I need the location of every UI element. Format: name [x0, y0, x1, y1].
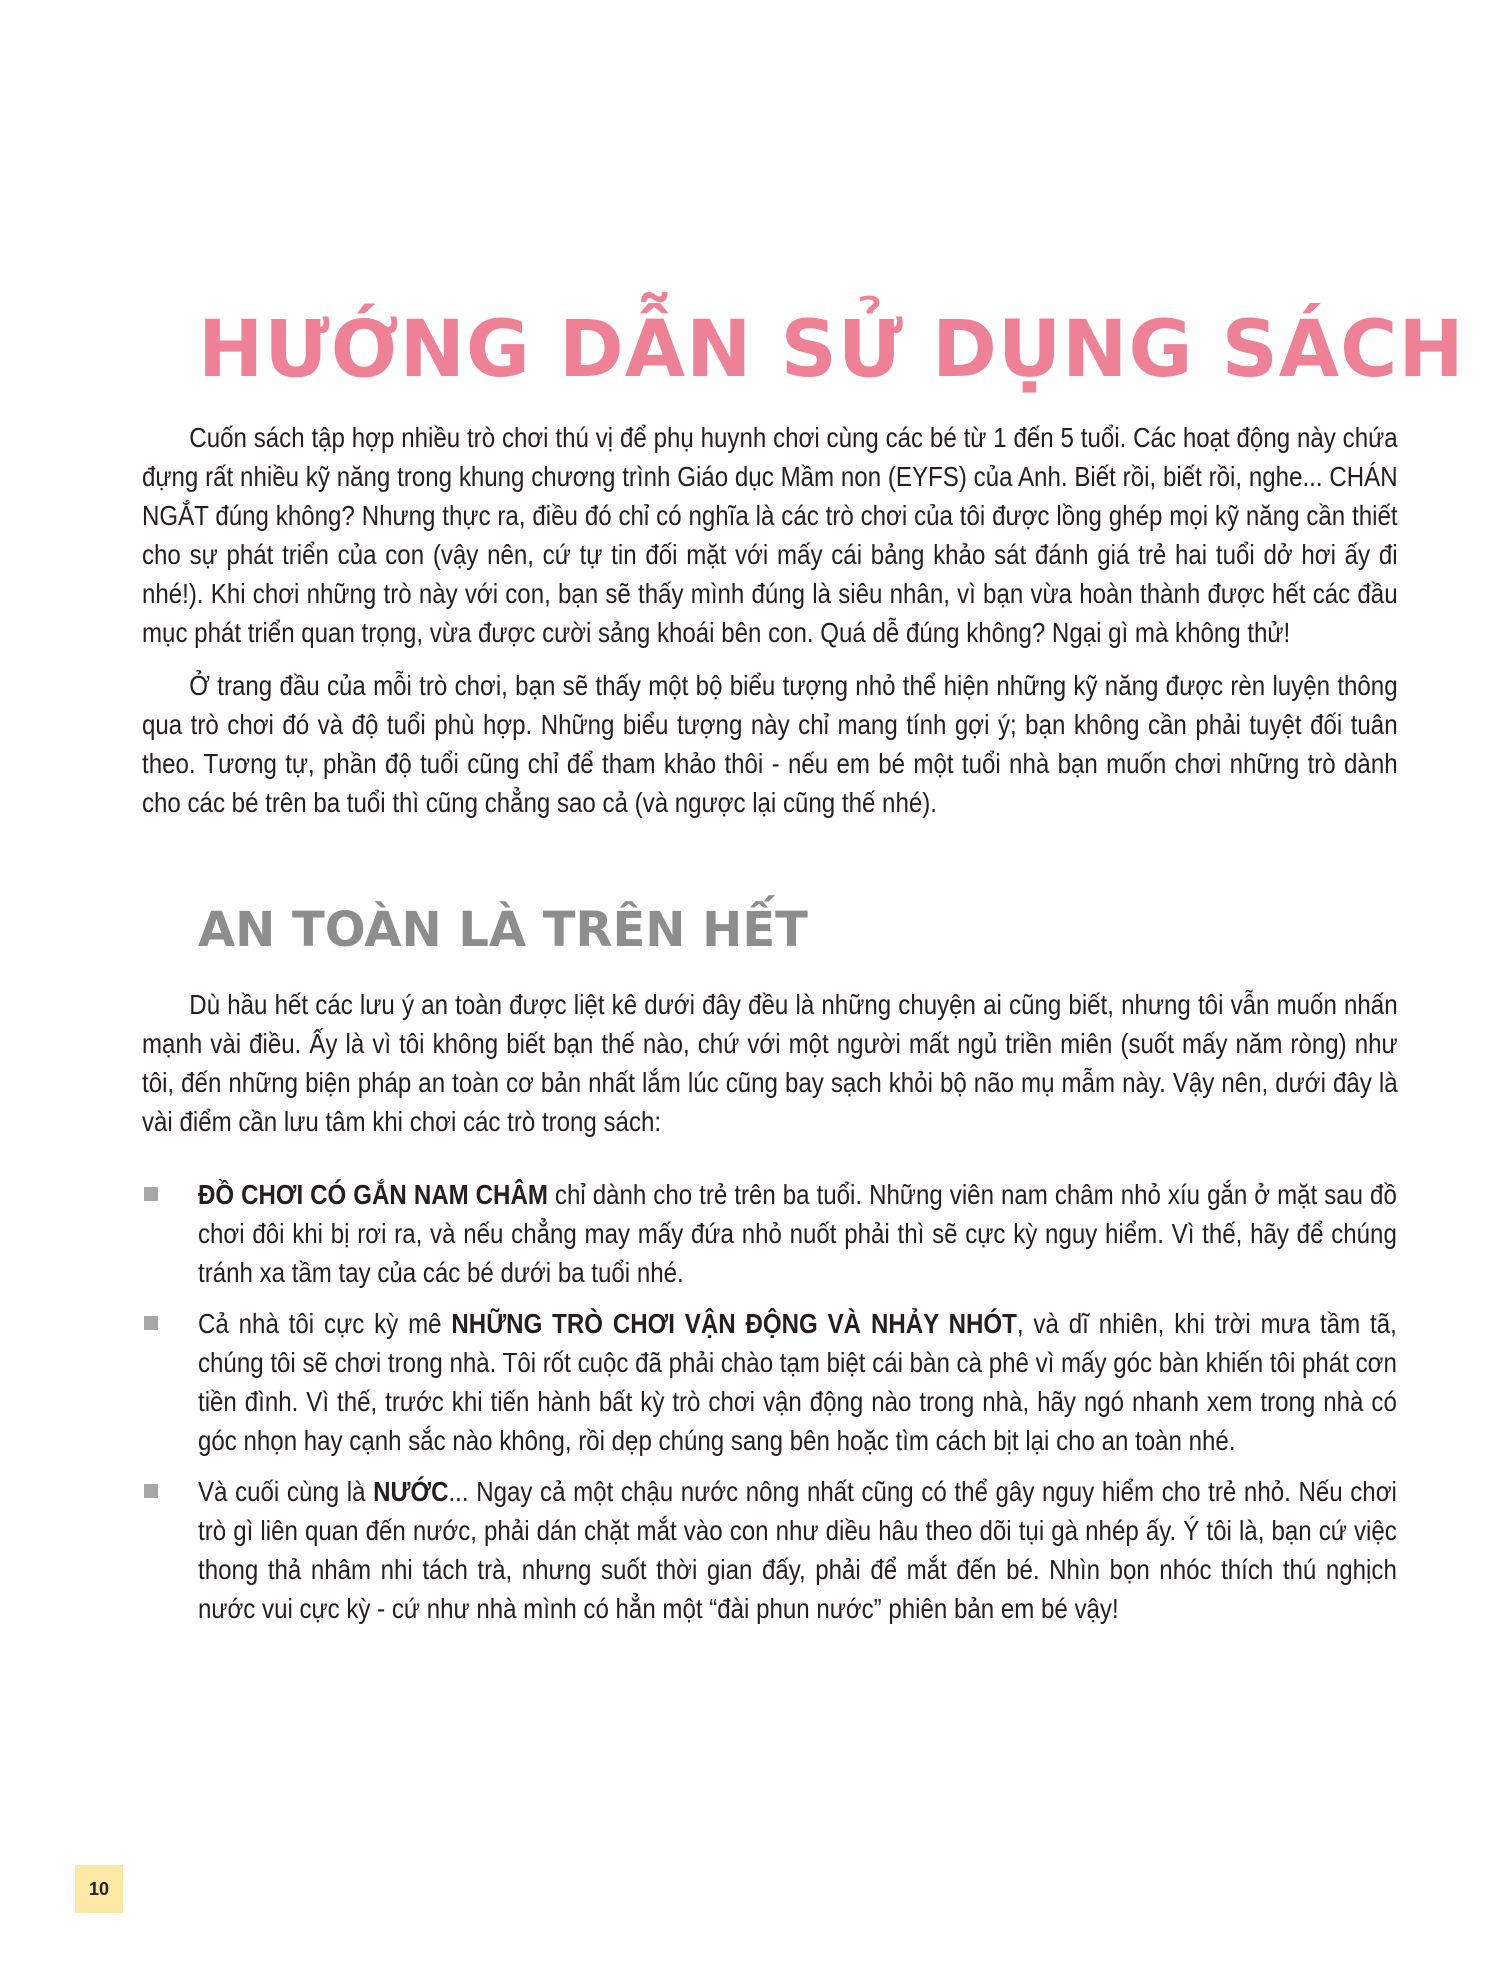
- safety-bullet-movement: [142, 1304, 1397, 1460]
- bullet-text: [198, 1472, 1397, 1628]
- intro-paragraph-1: Cuốn sách tập hợp nhiều trò chơi thú vị để phụ huynh chơi cùng các bé từ 1 đến 5 tuổi. Các hoạt động này chứa đựng rất nhiều kỹ năng trong khung chương trình Giáo dục Mầm non (EYFS) của Anh. Biết rồi, biết rồi, nghe... CHÁN NGẮT đúng không? Nhưng thực ra, điều đó chỉ có nghĩa là các trò chơi của tôi được lồng ghép mọi kỹ năng cần thiết cho sự phát triển của con (vậy nên, cứ tự tin đối mặt với mấy cái bảng khảo sát đánh giá trẻ hai tuổi dở hơi ấy đi nhé!). Khi chơi những trò này với con, bạn sẽ thấy mình đúng là siêu nhân, vì bạn vừa hoàn thành được hết các đầu mục phát triển quan trọng, vừa được cười sảng khoái bên con. Quá dễ đúng không? Ngại gì mà không thử!: [142, 422, 1398, 648]
- bullet-text-before: Cả nhà tôi cực kỳ mê: [198, 1308, 452, 1339]
- page-title: HƯỚNG DẪN SỬ DỤNG SÁCH: [198, 305, 1465, 395]
- bullet-bold-keyword: NHỮNG TRÒ CHƠI VẬN ĐỘNG VÀ NHẢY NHÓT: [451, 1308, 1017, 1339]
- intro-paragraph-2: Ở trang đầu của mỗi trò chơi, bạn sẽ thấy một bộ biểu tượng nhỏ thể hiện những kỹ năng được rèn luyện thông qua trò chơi đó và độ tuổi phù hợp. Những biểu tượng này chỉ mang tính gợi ý; bạn không cần phải tuyệt đối tuân theo. Tương tự, phần độ tuổi cũng chỉ để tham khảo thôi - nếu em bé một tuổi nhà bạn muốn chơi những trò dành cho các bé trên ba tuổi thì cũng chẳng sao cả (và ngược lại cũng thế nhé).: [142, 670, 1398, 818]
- page-number: 10: [88, 1878, 110, 1899]
- bullet-bold-keyword: ĐỒ CHƠI CÓ GẮN NAM CHÂM: [198, 1179, 548, 1210]
- square-bullet-icon: [144, 1187, 158, 1201]
- safety-bullet-water: [142, 1472, 1397, 1628]
- bullet-text: [198, 1304, 1397, 1460]
- bullet-text-after: ... Ngay cả một chậu nước nông nhất cũng có thể gây nguy hiểm cho trẻ nhỏ. Nếu chơi trò gì liên quan đến nước, phải dán chặt mắt vào con như diều hâu theo dõi tụi gà nhép ấy. Ý tôi là, bạn cứ việc thong thả nhâm nhi tách trà, nhưng suốt thời gian đấy, phải để mắt đến bé. Nhìn bọn nhóc thích thú nghịch nước vui cực kỳ - cứ như nhà mình có hẳn một “đài phun nước” phiên bản em bé vậy!: [198, 1476, 1397, 1624]
- bullet-text-after: , và dĩ nhiên, khi trời mưa tầm tã, chúng tôi sẽ chơi trong nhà. Tôi rốt cuộc đã phải chào tạm biệt cái bàn cà phê vì mấy góc bàn khiến tôi phát cơn tiền đình. Vì thế, trước khi tiến hành bất kỳ trò chơi vận động nào trong nhà, hãy ngó nhanh xem trong nhà có góc nhọn hay cạnh sắc nào không, rồi dẹp chúng sang bên hoặc tìm cách bịt lại cho an toàn nhé.: [198, 1308, 1397, 1456]
- bullet-text: [198, 1175, 1397, 1292]
- bullet-text-before: Và cuối cùng là: [198, 1476, 374, 1507]
- bullet-text-after: chỉ dành cho trẻ trên ba tuổi. Những viên nam châm nhỏ xíu gắn ở mặt sau đồ chơi đôi khi bị rơi ra, và nếu chẳng may mấy đứa nhỏ nuốt phải thì sẽ cực kỳ nguy hiểm. Vì thế, hãy để chúng tránh xa tầm tay của các bé dưới ba tuổi nhé.: [198, 1179, 1397, 1288]
- bullet-bold-keyword: NƯỚC: [373, 1476, 449, 1507]
- safety-bullet-list: [142, 1175, 1397, 1640]
- safety-intro-paragraph: Dù hầu hết các lưu ý an toàn được liệt kê dưới đây đều là những chuyện ai cũng biết, nhưng tôi vẫn muốn nhấn mạnh vài điều. Ấy là vì tôi không biết bạn thế nào, chứ với một người mất ngủ triền miên (suốt mấy năm ròng) như tôi, đến những biện pháp an toàn cơ bản nhất lắm lúc cũng bay sạch khỏi bộ não mụ mẫm này. Vậy nên, dưới đây là vài điểm cần lưu tâm khi chơi các trò trong sách:: [142, 989, 1398, 1137]
- intro-section: [142, 418, 1397, 836]
- safety-bullet-magnets: [142, 1175, 1397, 1292]
- square-bullet-icon: [144, 1484, 158, 1498]
- square-bullet-icon: [144, 1316, 158, 1330]
- safety-heading: AN TOÀN LÀ TRÊN HẾT: [198, 902, 808, 958]
- safety-intro-section: [142, 985, 1397, 1155]
- page-number-badge: [75, 1865, 123, 1913]
